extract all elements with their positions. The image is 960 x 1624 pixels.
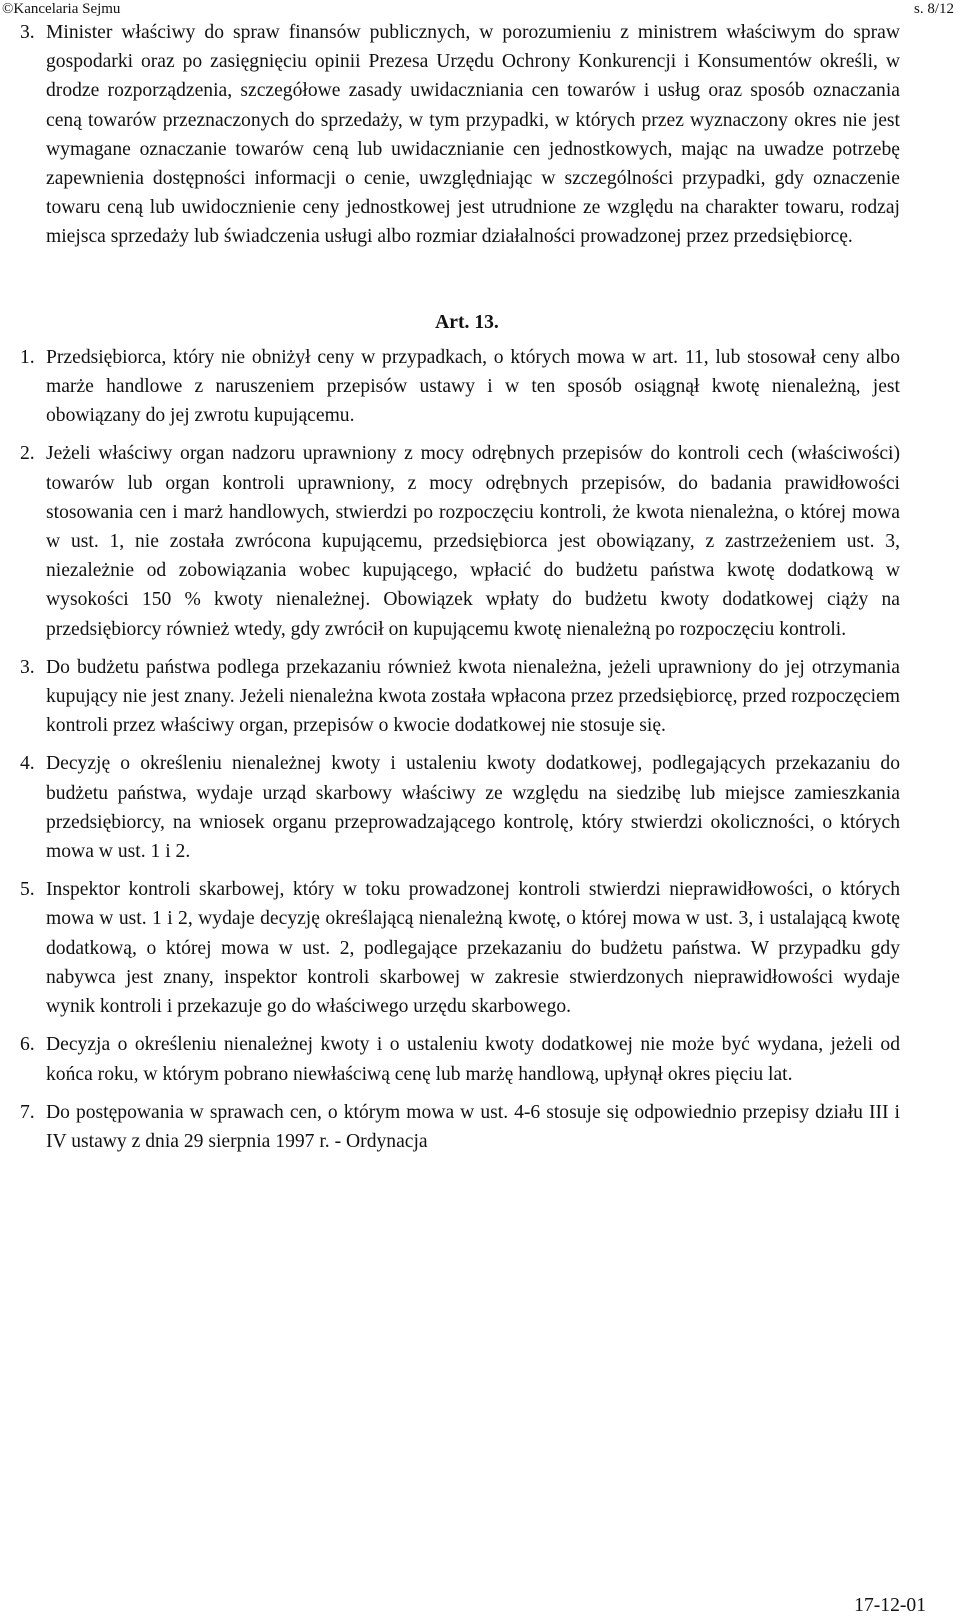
paragraph-number: 4.: [20, 753, 35, 775]
paragraph-number: 5.: [20, 879, 35, 901]
paragraph-number: 2.: [20, 443, 35, 465]
header-source: ©Kancelaria Sejmu: [2, 1, 121, 17]
paragraph-text: Minister właściwy do spraw finansów publicznych, w porozumieniu z ministrem właściwym do spraw gospodarki oraz po zasięgnięciu opinii Prezesa Urzędu Ochrony Konkurencji i Konsumentów określi, w drodze rozporządzenia, szczegółowe zasady uwidaczniania cen towarów i usług oraz sposób oznaczania ceną towarów przeznaczonych do sprzedaży, w tym przypadki, w których przez wyznaczony okres nie jest wymagane oznaczanie towarów ceną lub uwidacznianie cen jednostkowych, mając na uwadze potrzebę zapewnienia dostępności informacji o cenie, uwzględniając w szczególności przypadki, gdy oznaczenie towaru ceną lub uwidocznienie ceny jednostkowej jest utrudnione ze względu na charakter towaru, rodzaj miejsca sprzedaży lub świadczenia usługi albo rozmiar działalności prowadzonej przez przedsiębiorcę.: [46, 22, 900, 248]
page-header: [0, 0, 960, 18]
paragraph-text: Decyzja o określeniu nienależnej kwoty i o ustaleniu kwoty dodatkowej nie może być wydana, jeżeli od końca roku, w którym pobrano niewłaściwą cenę lub marżę handlową, upłynął okres pięciu lat.: [46, 1034, 900, 1085]
paragraph-2: [20, 439, 900, 643]
paragraph-7: [20, 1098, 900, 1156]
paragraph-6: [20, 1030, 900, 1088]
paragraph-4: [20, 749, 900, 866]
paragraph-number: 6.: [20, 1034, 35, 1056]
paragraph-number: 3.: [20, 656, 35, 678]
paragraph-number: 7.: [20, 1101, 35, 1123]
paragraph-text: Decyzję o określeniu nienależnej kwoty i ustaleniu kwoty dodatkowej, podlegających przekazaniu do budżetu państwa, wydaje urząd skarbowy właściwy ze względu na siedzibę lub miejsce zamieszkania przedsiębiorcy, na wniosek organu przeprowadzającego kontrolę, który stwierdzi okoliczności, o których mowa w ust. 1 i 2.: [46, 753, 900, 863]
header-page-number: s. 8/12: [913, 1, 954, 17]
paragraph-text: Przedsiębiorca, który nie obniżył ceny w przypadkach, o których mowa w art. 11, lub stosował ceny albo marże handlowe z naruszeniem przepisów ustawy i w ten sposób osiągnął kwotę nienależną, jest obowiązany do jej zwrotu kupującemu.: [46, 346, 900, 427]
footer-date: 17-12-01: [854, 1595, 926, 1616]
paragraph-1: [20, 343, 900, 431]
paragraph-prev-3: [20, 18, 900, 252]
paragraph-5: [20, 875, 900, 1021]
paragraph-number: 1.: [20, 346, 35, 368]
paragraph-text: Do postępowania w sprawach cen, o którym mowa w ust. 4-6 stosuje się odpowiednio przepisy działu III i IV ustawy z dnia 29 sierpnia 1997 r. - Ordynacja: [46, 1101, 900, 1152]
paragraph-text: Do budżetu państwa podlega przekazaniu również kwota nienależna, jeżeli uprawniony do jej otrzymania kupujący nie jest znany. Jeżeli nienależna kwota została wpłacona przez przedsiębiorcę, przed rozpoczęciem kontroli przez właściwy organ, przepisów o kwocie dodatkowej nie stosuje się.: [46, 656, 900, 737]
paragraph-number: 3.: [20, 22, 35, 43]
document-body: [20, 18, 900, 1156]
paragraph-3: [20, 653, 900, 741]
paragraph-text: Jeżeli właściwy organ nadzoru uprawniony z mocy odrębnych przepisów do kontroli cech (właściwości) towarów lub organ kontroli uprawniony, z mocy odrębnych przepisów, do badania prawidłowości stosowania cen i marż handlowych, stwierdzi po rozpoczęciu kontroli, że kwota nienależna, o której mowa w ust. 1, nie została zwrócona kupującemu, przedsiębiorca jest obowiązany, z zastrzeżeniem ust. 3, niezależnie od zobowiązania wobec kupującego, wpłacić do budżetu państwa kwotę dodatkową w wysokości 150 % kwoty nienależnej. Obowiązek wpłaty do budżetu kwoty dodatkowej ciąży na przedsiębiorcy również wtedy, gdy zwrócił on kupującemu kwotę nienależną po rozpoczęciu kontroli.: [46, 443, 900, 640]
paragraph-text: Inspektor kontroli skarbowej, który w toku prowadzonej kontroli stwierdzi nieprawidłowości, o których mowa w ust. 1 i 2, wydaje decyzję określającą nienależną kwotę, o której mowa w ust. 3, i ustalającą kwotę dodatkową, o której mowa w ust. 2, podlegające przekazaniu do budżetu państwa. W przypadku gdy nabywca jest znany, inspektor kontroli skarbowej w zakresie stwierdzonych nieprawidłowości wydaje wynik kontroli i przekazuje go do właściwego urzędu skarbowego.: [46, 879, 900, 1018]
article-heading: Art. 13.: [435, 311, 499, 333]
